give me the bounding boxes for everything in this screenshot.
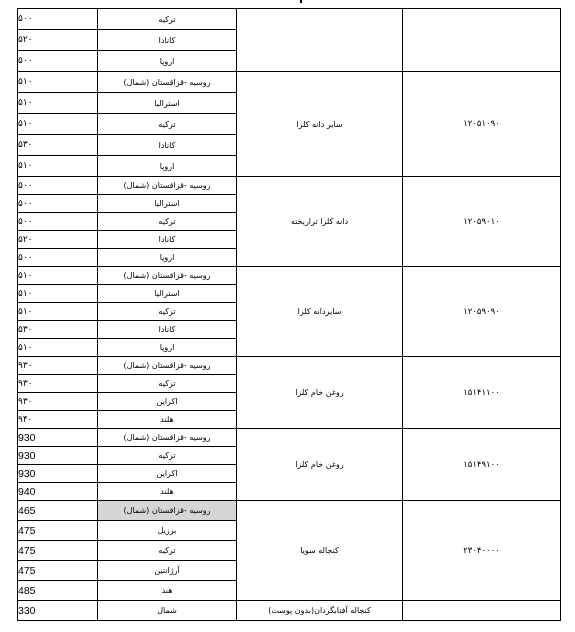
origin-country-cell: ترکیه — [98, 541, 237, 561]
price-value-cell: 475 — [18, 541, 98, 561]
origin-country-cell: هلند — [98, 411, 237, 429]
tariff-code-cell: ۱۲۰۵۹۰۱۰ — [403, 177, 561, 267]
table-row — [18, 601, 561, 621]
price-value-cell: 475 — [18, 521, 98, 541]
origin-country-cell: اکراین — [98, 465, 237, 483]
origin-country-cell: ترکیه — [98, 114, 237, 135]
origin-country-cell: کانادا — [98, 135, 237, 156]
price-value-cell: ۵۰۰ — [18, 195, 98, 213]
origin-country-cell: روسیه -قزاقستان (شمال) — [98, 357, 237, 375]
tariff-code-cell: ۲۳۰۴۰۰۰۰ — [403, 501, 561, 601]
origin-country-cell: اروپا — [98, 156, 237, 177]
price-value-cell: 930 — [18, 465, 98, 483]
tariff-code-cell: ۱۵۱۴۹۱۰۰ — [403, 429, 561, 501]
tariff-price-table — [17, 8, 561, 621]
price-value-cell: ۵۰۰ — [18, 249, 98, 267]
price-value-cell: ۵۰۰ — [18, 51, 98, 72]
origin-country-cell: روسیه -قزاقستان (شمال) — [98, 501, 237, 521]
price-value-cell: 330 — [18, 601, 98, 621]
price-value-cell: ۹۳۰ — [18, 393, 98, 411]
price-value-cell: ۵۱۰ — [18, 114, 98, 135]
origin-country-cell: کانادا — [98, 30, 237, 51]
origin-country-cell: روسیه -قزاقستان (شمال) — [98, 267, 237, 285]
price-value-cell: ۵۱۰ — [18, 285, 98, 303]
origin-country-cell: استرالیا — [98, 93, 237, 114]
page-top-mark — [300, 0, 302, 3]
origin-country-cell: روسیه -قزاقستان (شمال) — [98, 72, 237, 93]
product-description-cell: سایردانه کلزا — [237, 267, 403, 357]
price-value-cell: 930 — [18, 429, 98, 447]
origin-country-cell: کانادا — [98, 321, 237, 339]
price-value-cell: ۵۱۰ — [18, 339, 98, 357]
origin-country-cell: ترکیه — [98, 375, 237, 393]
tariff-code-cell: ۱۲۰۵۱۰۹۰ — [403, 72, 561, 177]
price-value-cell: 475 — [18, 561, 98, 581]
price-value-cell: ۵۱۰ — [18, 93, 98, 114]
tariff-code-cell — [403, 9, 561, 72]
origin-country-cell: روسیه -قزاقستان (شمال) — [98, 429, 237, 447]
table-row — [18, 357, 561, 375]
origin-country-cell: ترکیه — [98, 303, 237, 321]
product-description-cell: دانه کلزا تراریخته — [237, 177, 403, 267]
origin-country-cell: اروپا — [98, 249, 237, 267]
price-value-cell: 940 — [18, 483, 98, 501]
table-row — [18, 429, 561, 447]
origin-country-cell: هند — [98, 581, 237, 601]
price-value-cell: 930 — [18, 447, 98, 465]
price-value-cell: ۵۰۰ — [18, 213, 98, 231]
table-row — [18, 501, 561, 521]
table-row — [18, 177, 561, 195]
price-value-cell: ۵۲۰ — [18, 30, 98, 51]
product-description-cell: روغن خام کلزا — [237, 357, 403, 429]
tariff-code-cell: ۱۵۱۴۱۱۰۰ — [403, 357, 561, 429]
table-row — [18, 72, 561, 93]
product-description-cell — [237, 9, 403, 72]
origin-country-cell: برزیل — [98, 521, 237, 541]
price-value-cell: ۵۱۰ — [18, 156, 98, 177]
origin-country-cell: ترکیه — [98, 447, 237, 465]
origin-country-cell: استرالیا — [98, 285, 237, 303]
origin-country-cell: روسیه -قزاقستان (شمال) — [98, 177, 237, 195]
price-value-cell: 485 — [18, 581, 98, 601]
product-description-cell: کنجاله سویا — [237, 501, 403, 601]
tariff-code-cell: ۱۲۰۵۹۰۹۰ — [403, 267, 561, 357]
product-description-cell: سایر دانه کلزا — [237, 72, 403, 177]
price-value-cell: ۵۱۰ — [18, 72, 98, 93]
origin-country-cell: ترکیه — [98, 213, 237, 231]
price-value-cell: 465 — [18, 501, 98, 521]
price-value-cell: ۵۰۰ — [18, 177, 98, 195]
price-value-cell: ۹۳۰ — [18, 357, 98, 375]
origin-country-cell: هلند — [98, 483, 237, 501]
price-value-cell: ۹۴۰ — [18, 411, 98, 429]
table-row — [18, 9, 561, 30]
price-value-cell: ۹۳۰ — [18, 375, 98, 393]
product-description-cell: کنجاله آفتابگردان(بدون پوست) — [237, 601, 403, 621]
price-value-cell: ۵۳۰ — [18, 135, 98, 156]
origin-country-cell: اروپا — [98, 51, 237, 72]
origin-country-cell: استرالیا — [98, 195, 237, 213]
price-value-cell: ۵۱۰ — [18, 303, 98, 321]
product-description-cell: روغن خام کلزا — [237, 429, 403, 501]
origin-country-cell: اکراین — [98, 393, 237, 411]
price-value-cell: ۵۱۰ — [18, 267, 98, 285]
origin-country-cell: آرژانتین — [98, 561, 237, 581]
page-top-margin — [0, 0, 575, 8]
price-value-cell: ۵۰۰ — [18, 9, 98, 30]
origin-country-cell: ترکیه — [98, 9, 237, 30]
origin-country-cell: کانادا — [98, 231, 237, 249]
table-row — [18, 267, 561, 285]
origin-country-cell: اروپا — [98, 339, 237, 357]
tariff-table-body — [18, 9, 561, 621]
tariff-code-cell — [403, 601, 561, 621]
price-value-cell: ۵۲۰ — [18, 231, 98, 249]
price-value-cell: ۵۳۰ — [18, 321, 98, 339]
origin-country-cell: شمال — [98, 601, 237, 621]
